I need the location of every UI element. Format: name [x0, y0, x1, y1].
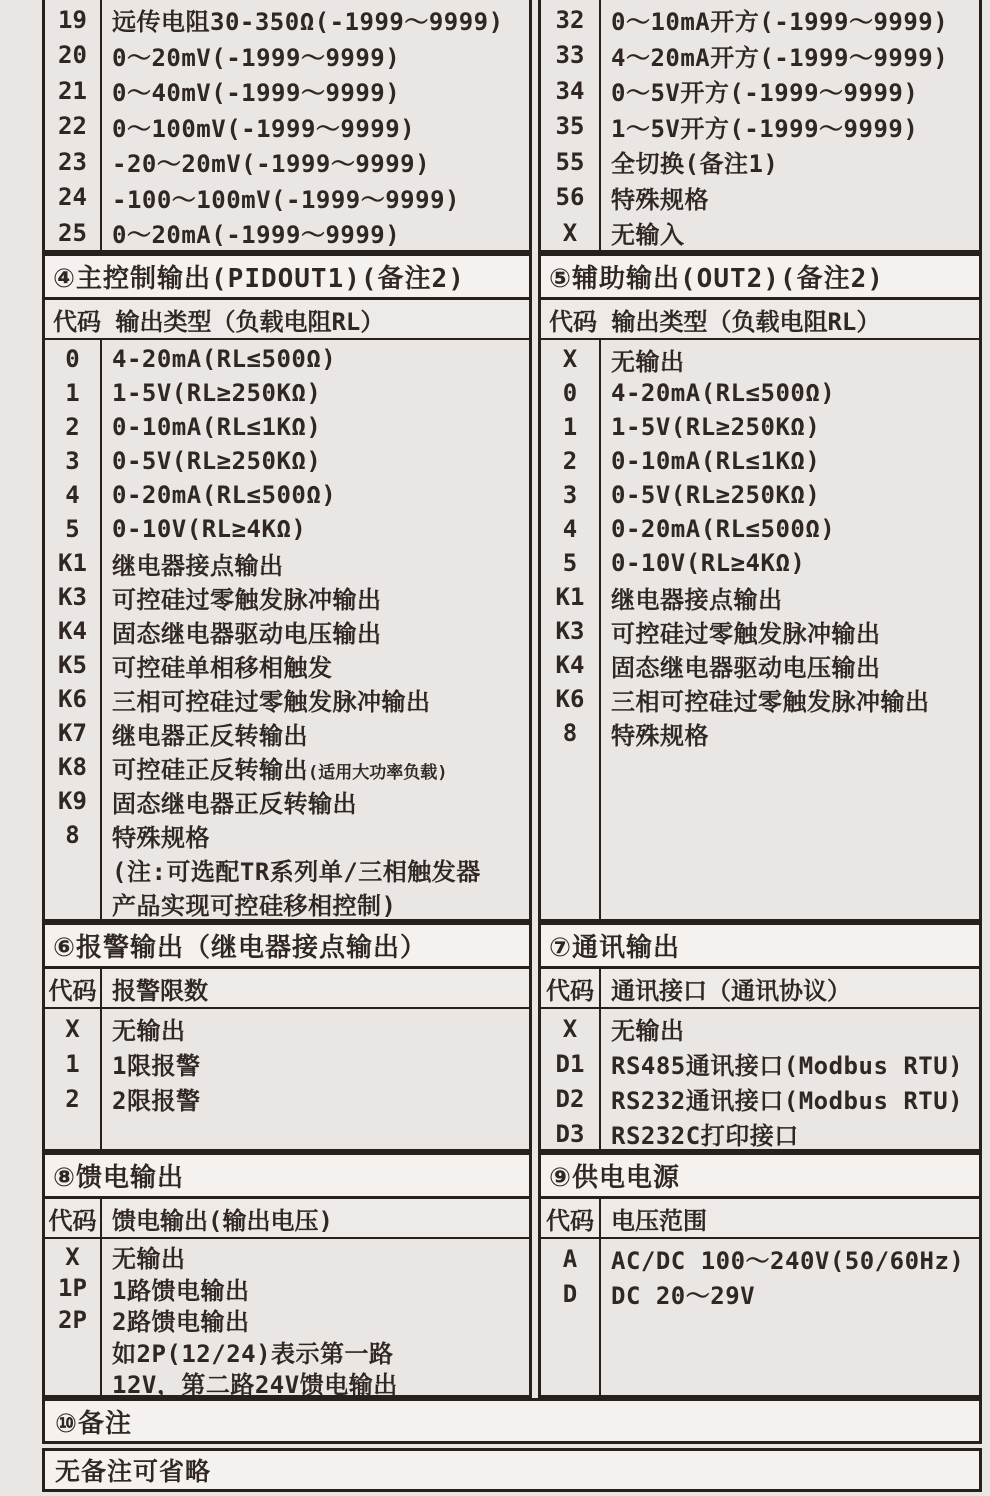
row-code: D2 [555, 1084, 585, 1113]
row-desc: 4-20mA(RL≤500Ω) [112, 345, 337, 373]
row-desc: AC/DC 100～240V(50/60Hz) [611, 1247, 965, 1275]
row-code: 4 [562, 515, 578, 543]
section4-subheader [45, 300, 529, 340]
table-row [541, 580, 979, 614]
feed-power-block [42, 1152, 982, 1398]
row-code: K1 [555, 583, 585, 611]
table-row [541, 682, 979, 716]
table-row [541, 546, 979, 580]
input-signal-rows-right [541, 0, 979, 251]
table-row [541, 73, 979, 109]
section8-title [45, 1155, 529, 1199]
row-desc: 1-5V(RL≥250KΩ) [611, 413, 821, 441]
row-desc: 无输入 [611, 221, 685, 250]
table-row [45, 109, 529, 145]
table-row [541, 512, 979, 546]
row-desc: RS232C打印接口 [611, 1122, 799, 1150]
row-code: 8 [562, 719, 578, 747]
table-row [541, 1081, 979, 1116]
table-row [45, 2, 529, 38]
row-desc: 0-10mA(RL≤1KΩ) [611, 447, 821, 475]
table-row [541, 215, 979, 251]
row-desc: 固态继电器驱动电压输出 [112, 619, 382, 648]
section6-rows [45, 1009, 529, 1149]
section8-desc-header: 馈电输出(输出电压) [100, 1199, 529, 1237]
input-signal-table-block [42, 0, 982, 253]
row-code: 2P [58, 1305, 87, 1334]
row-code: 23 [58, 147, 87, 176]
row-desc: 0-5V(RL≥250KΩ) [112, 447, 322, 475]
section5-rows [541, 340, 979, 919]
section7-title [541, 925, 979, 969]
row-desc: 2路馈电输出 [112, 1308, 250, 1337]
table-row [45, 546, 529, 580]
table-row [45, 1336, 529, 1368]
row-desc: 12V，第二路24V馈电输出 [112, 1371, 398, 1400]
row-desc: -20～20mV(-1999～9999) [112, 150, 431, 179]
table-row [45, 215, 529, 251]
row-code: K8 [58, 753, 87, 781]
row-code: 33 [555, 41, 585, 70]
row-desc: 0-20mA(RL≤500Ω) [611, 515, 836, 543]
table-row [45, 784, 529, 818]
order-code-spec-sheet [42, 0, 982, 1492]
row-code: 1 [65, 379, 80, 407]
row-code: 20 [58, 41, 87, 70]
table-row [541, 1046, 979, 1081]
row-code: K1 [58, 549, 87, 577]
section9-title-text: ⑨供电电源 [549, 1163, 681, 1193]
table-row [541, 648, 979, 682]
row-code: K9 [58, 787, 87, 815]
row-desc: 全切换(备注1) [611, 150, 779, 179]
section4-rows [45, 340, 529, 920]
section6-alarm-output-table [42, 922, 532, 1152]
row-code: 32 [555, 5, 585, 34]
section7-rows [541, 1009, 979, 1151]
section6-title [45, 925, 529, 969]
section7-comm-output-table [538, 922, 982, 1152]
row-desc: 0～5V开方(-1999～9999) [611, 79, 919, 108]
row-desc: 1～5V开方(-1999～9999) [611, 114, 919, 143]
table-row [45, 144, 529, 180]
row-desc: 0～100mV(-1999～9999) [112, 114, 416, 143]
row-code: 34 [555, 76, 585, 105]
row-desc: 4～20mA开方(-1999～9999) [611, 43, 949, 72]
row-desc: 无输出 [611, 347, 685, 376]
section5-title [541, 256, 979, 300]
row-code: D1 [555, 1049, 585, 1078]
row-desc: 特殊规格 [611, 721, 709, 750]
row-desc: 0-10V(RL≥4KΩ) [112, 515, 307, 543]
row-code: 2 [65, 413, 80, 441]
table-row [45, 614, 529, 648]
table-row [541, 1116, 979, 1151]
row-code: A [562, 1244, 578, 1273]
row-code: 3 [562, 481, 578, 509]
section6-title-text: ⑥报警输出（继电器接点输出） [53, 933, 428, 963]
section7-title-text: ⑦通讯输出 [549, 933, 681, 963]
row-desc-note: (适用大功率负载) [308, 762, 448, 783]
row-code: X [562, 218, 578, 247]
row-desc: 无输出 [611, 1017, 685, 1045]
row-code: 21 [58, 76, 87, 105]
table-row [541, 716, 979, 750]
section5-aux-output-table [538, 253, 982, 922]
section9-power-supply-table [538, 1152, 982, 1398]
row-desc: 0～40mV(-1999～9999) [112, 79, 401, 108]
input-signal-rows-left [45, 0, 529, 251]
row-code: 0 [562, 379, 578, 407]
row-code: 1P [58, 1274, 87, 1303]
table-row [45, 716, 529, 750]
table-row [45, 886, 529, 920]
input-signal-table-right [538, 0, 982, 253]
row-code: D [562, 1279, 578, 1308]
row-code: 56 [555, 183, 585, 212]
row-code: X [562, 1014, 578, 1043]
row-desc: 产品实现可控硅移相控制) [112, 891, 397, 920]
table-row [541, 180, 979, 216]
section8-feed-output-table [42, 1152, 532, 1398]
row-desc: 可控硅单相移相触发 [112, 653, 333, 682]
row-desc: 0-10mA(RL≤1KΩ) [112, 413, 322, 441]
row-code: D3 [555, 1119, 585, 1148]
table-row [45, 852, 529, 886]
section9-code-header: 代码 [546, 1206, 594, 1235]
table-row [45, 1081, 529, 1116]
table-row [45, 410, 529, 444]
row-code: 25 [58, 218, 87, 247]
table-row [541, 342, 979, 376]
table-row [541, 478, 979, 512]
row-code: 1 [562, 413, 578, 441]
row-desc: RS232通讯接口(Modbus RTU) [611, 1087, 964, 1115]
row-desc: RS485通讯接口(Modbus RTU) [611, 1052, 964, 1080]
section9-desc-header: 电压范围 [599, 1199, 979, 1237]
row-desc: 1限报警 [112, 1052, 201, 1080]
row-code: 22 [58, 112, 87, 141]
table-row [541, 1241, 979, 1276]
table-row [541, 376, 979, 410]
row-desc: 继电器正反转输出 [112, 721, 308, 750]
section6-subheader [45, 969, 529, 1009]
row-desc: DC 20～29V [611, 1282, 756, 1310]
row-desc: 0-10V(RL≥4KΩ) [611, 549, 806, 577]
row-code: K4 [555, 651, 585, 679]
row-desc: 可控硅过零触发脉冲输出 [611, 619, 881, 648]
section10-note-text: 无备注可省略 [55, 1457, 212, 1486]
section10-title [42, 1398, 982, 1444]
section7-subheader [541, 969, 979, 1009]
row-desc: 无输出 [112, 1017, 186, 1045]
section6-code-header: 代码 [48, 976, 97, 1005]
section4-main-control-output-table [42, 253, 532, 922]
row-desc: 三相可控硅过零触发脉冲输出 [611, 687, 930, 716]
row-desc: 0～10mA开方(-1999～9999) [611, 8, 949, 37]
row-code: 5 [562, 549, 578, 577]
table-row [45, 818, 529, 852]
section4-title-text: ④主控制输出(PIDOUT1)(备注2) [53, 264, 465, 294]
row-code: X [65, 1014, 80, 1043]
table-row [45, 1011, 529, 1046]
table-row [45, 580, 529, 614]
section8-code-header: 代码 [48, 1206, 97, 1235]
row-desc: 继电器接点输出 [611, 585, 783, 614]
row-code: K4 [58, 617, 87, 645]
table-row [45, 73, 529, 109]
row-desc: 如2P(12/24)表示第一路 [112, 1339, 394, 1368]
table-row [45, 750, 529, 784]
row-code: 2 [65, 1084, 80, 1113]
table-row [45, 342, 529, 376]
output-sections-block [42, 253, 982, 922]
row-code: 0 [65, 345, 80, 373]
section5-subheader-text: 代码 输出类型（负载电阻RL） [549, 307, 881, 336]
row-code: K3 [58, 583, 87, 611]
section4-subheader-text: 代码 输出类型（负载电阻RL） [53, 307, 385, 336]
row-code: 8 [65, 821, 80, 849]
section7-code-header: 代码 [546, 976, 594, 1005]
table-row [45, 1046, 529, 1081]
table-row [541, 614, 979, 648]
row-code: 3 [65, 447, 80, 475]
table-row [45, 1367, 529, 1399]
table-row [45, 1304, 529, 1336]
table-row [541, 1276, 979, 1311]
row-desc: -100～100mV(-1999～9999) [112, 185, 460, 214]
row-code: 4 [65, 481, 80, 509]
row-desc: 0～20mV(-1999～9999) [112, 43, 401, 72]
row-code: 5 [65, 515, 80, 543]
row-desc: 特殊规格 [611, 185, 709, 214]
row-desc: 三相可控硅过零触发脉冲输出 [112, 687, 431, 716]
section5-subheader [541, 300, 979, 340]
row-code: X [65, 1242, 80, 1271]
row-desc: 0-20mA(RL≤500Ω) [112, 481, 337, 509]
row-code: K3 [555, 617, 585, 645]
row-desc: 固态继电器驱动电压输出 [611, 653, 881, 682]
row-desc: 可控硅正反转输出(适用大功率负载) [112, 755, 448, 784]
row-desc: 1路馈电输出 [112, 1276, 250, 1305]
row-desc: 1-5V(RL≥250KΩ) [112, 379, 322, 407]
input-signal-table-left [42, 0, 532, 253]
table-row [541, 38, 979, 74]
section6-desc-header: 报警限数 [100, 969, 529, 1007]
table-row [45, 38, 529, 74]
table-row [541, 2, 979, 38]
section5-title-text: ⑤辅助输出(OUT2)(备注2) [549, 264, 884, 294]
row-code: K7 [58, 719, 87, 747]
table-row [45, 1241, 529, 1273]
table-row [45, 512, 529, 546]
row-desc: 远传电阻30-350Ω(-1999～9999) [112, 8, 504, 37]
row-code: X [562, 345, 578, 373]
row-code: 35 [555, 112, 585, 141]
section8-title-text: ⑧馈电输出 [53, 1163, 185, 1193]
table-row [541, 109, 979, 145]
row-desc: (注:可选配TR系列单/三相触发器 [112, 857, 481, 886]
table-row [541, 410, 979, 444]
row-desc: 0～20mA(-1999～9999) [112, 221, 401, 250]
row-code: 19 [58, 5, 87, 34]
table-row [45, 682, 529, 716]
row-code: 2 [562, 447, 578, 475]
section9-rows [541, 1239, 979, 1395]
row-code: K6 [555, 685, 585, 713]
table-row [45, 444, 529, 478]
table-row [541, 444, 979, 478]
table-row [45, 1273, 529, 1305]
table-row [541, 1011, 979, 1046]
section10-title-text: ⑩备注 [55, 1408, 133, 1439]
row-desc: 继电器接点输出 [112, 551, 284, 580]
row-desc: 4-20mA(RL≤500Ω) [611, 379, 836, 407]
row-desc: 固态继电器正反转输出 [112, 789, 357, 818]
row-code: K6 [58, 685, 87, 713]
row-desc: 无输出 [112, 1245, 186, 1274]
table-row [45, 648, 529, 682]
row-desc: 2限报警 [112, 1087, 201, 1115]
section4-title [45, 256, 529, 300]
row-code: 1 [65, 1049, 80, 1078]
section10-note [42, 1448, 982, 1492]
row-code: 24 [58, 183, 87, 212]
section8-subheader [45, 1199, 529, 1239]
row-code: 55 [555, 147, 585, 176]
row-desc: 0-5V(RL≥250KΩ) [611, 481, 821, 509]
table-row [45, 376, 529, 410]
table-row [45, 180, 529, 216]
row-desc: 可控硅过零触发脉冲输出 [112, 585, 382, 614]
section9-subheader [541, 1199, 979, 1239]
section8-rows [45, 1239, 529, 1399]
row-desc: 特殊规格 [112, 823, 210, 852]
section7-desc-header: 通讯接口（通讯协议） [599, 969, 979, 1007]
table-row [45, 478, 529, 512]
section9-title [541, 1155, 979, 1199]
table-row [541, 144, 979, 180]
alarm-comm-block [42, 922, 982, 1152]
row-code: K5 [58, 651, 87, 679]
